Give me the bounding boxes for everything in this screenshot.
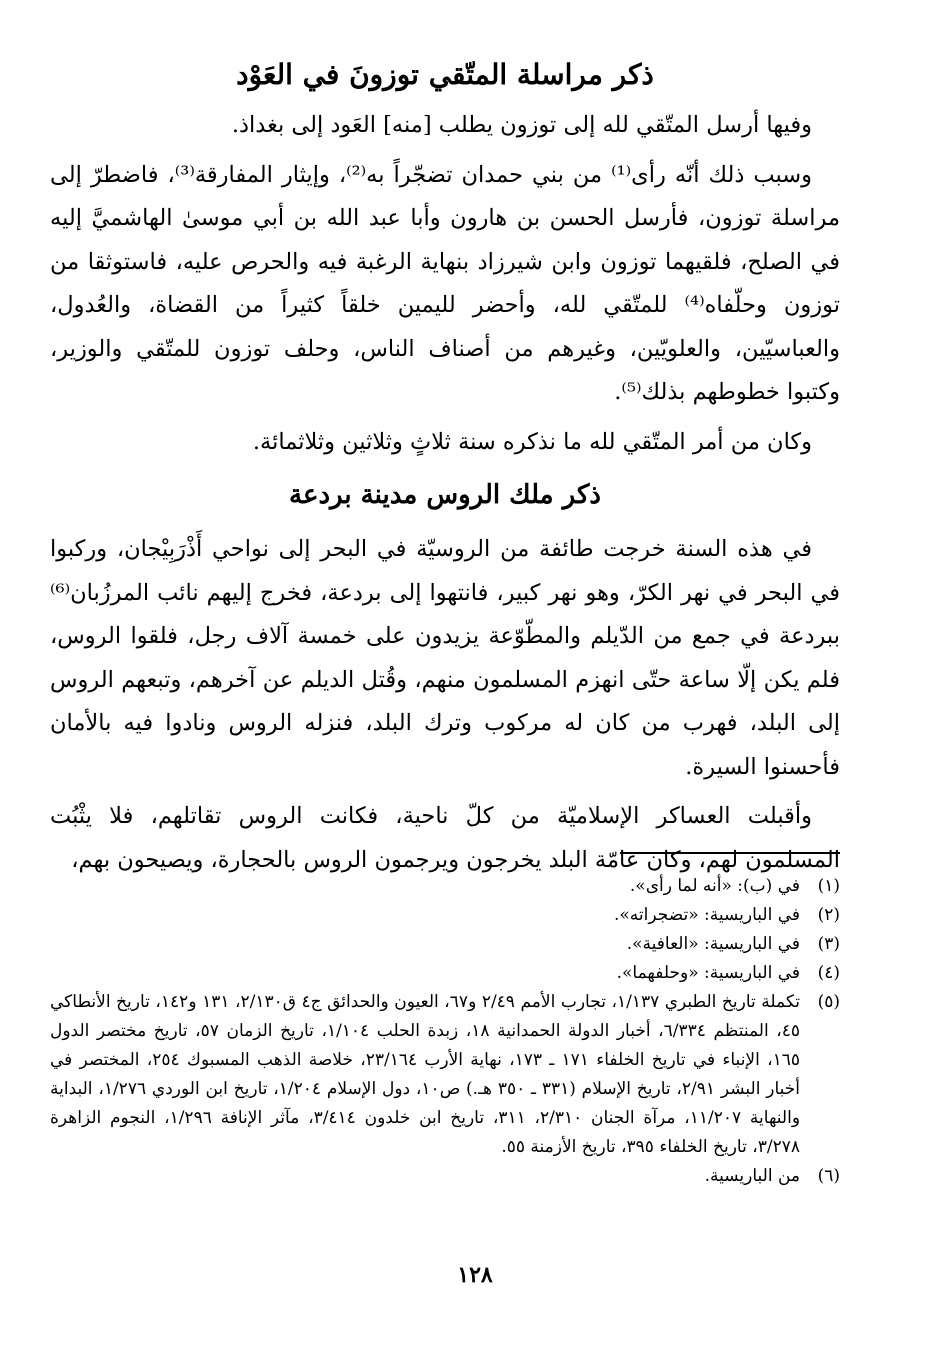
footnote-text: تكملة تاريخ الطبري ١/١٣٧، تجارب الأمم ٢/٤٩ و٦٧، العيون والحدائق ج٤ ق٢/١٣٠، ١٣١ و١٤٢، تاريخ الأنطاكي ٤٥، المنتظم ٦/٣٣٤، أخبار الدولة الحمدانية ١٨، زبدة الحلب ١/١٠٤، تاريخ الزمان ٥٧، تاريخ مختصر الدول ١٦٥، الإنباء في تاريخ الخلفاء ١٧١ ـ ١٧٣، نهاية الأرب ٢٣/١٦٤، خلاصة الذهب المسبوك ٢٥٤، المختصر في أخبار البشر ٢/٩١، تاريخ الإسلام (٣٣١ ـ ٣٥٠ هـ.) ص١٠، دول الإسلام ١/٢٠٤، تاريخ ابن الوردي ١/٢٧٦، البداية والنهاية ١١/٢٠٧، مرآة الجنان ٢/٣١٠، ٣١١، تاريخ ابن خلدون ٣/٤١٤، مآثر الإنافة ١/٢٩٦، النجوم الزاهرة ٣/٢٧٨، تاريخ الخلفاء ٣٩٥، تاريخ الأزمنة ٥٥. xyxy=(50,992,801,1157)
paragraph: وأقبلت العساكر الإسلاميّة من كلّ ناحية، فكانت الروس تقاتلهم، فلا يثْبُت المسلمون لهم، وكان عامّة البلد يخرجون ويرجمون الروس بالحجارة، ويصيحون بهم، xyxy=(50,803,840,873)
paragraph: وسبب ذلك أنّه رأى⁽¹⁾ من بني حمدان تضجّراً به⁽²⁾، وإيثار المفارقة⁽³⁾، فاضطرّ إلى مراسلة توزون، فأرسل الحسن بن هارون وأبا عبد الله بن أبي موسىٰ الهاشميَّ إليه في الصلح، فلقيهما توزون وابن شيرزاد بنهاية الرغبة فيه والحرص عليه، فاستوثقا من توزون وحلّفاه⁽⁴⁾ للمتّقي لله، وأحضر لليمين خلقاً كثيراً من القضاة، والعُدول، والعباسيّين، والعلويّين، وغيرهم من أصناف الناس، وحلف توزون للمتّقي والوزير، وكتبوا خطوطهم بذلك⁽⁵⁾. xyxy=(50,161,840,405)
footnote-divider xyxy=(620,852,840,854)
footnote-number: (٢) xyxy=(817,905,840,925)
footnote-text: في الباريسية: «تضجراته». xyxy=(614,905,800,925)
footnote-number: (٦) xyxy=(817,1166,840,1186)
section-heading-2: ذكر ملك الروس مدينة بردعة xyxy=(289,480,601,510)
footnote xyxy=(50,1162,840,1191)
footnote xyxy=(50,988,840,1162)
footnote xyxy=(50,901,840,930)
page-number: ١٢٨ xyxy=(457,1262,493,1288)
paragraph: في هذه السنة خرجت طائفة من الروسيّة في البحر إلى نواحي أَذْرَبِيْجان، وركبوا في البحر في نهر الكرّ، وهو نهر كبير، فانتهوا إلى بردعة، فخرج إليهم نائب المرزُبان⁽⁶⁾ ببردعة في جمع من الدّيلم والمطّوّعة يزيدون على خمسة آلاف رجل، فلقوا الروس، فلم يكن إلّا ساعة حتّى انهزم المسلمون منهم، وقُتل الديلم عن آخرهم، وتبعهم الروس إلى البلد، فهرب من كان له مركوب وترك البلد، فنزله الروس ونادوا فيه بالأمان فأحسنوا السيرة. xyxy=(50,536,840,780)
footnote-text: من الباريسية. xyxy=(704,1166,800,1186)
footnote-text: في الباريسية: «وحلفهما». xyxy=(616,963,800,983)
footnote-number: (٤) xyxy=(817,963,840,983)
footnote-text: في الباريسية: «العافية». xyxy=(626,934,800,954)
section-heading-1: ذكر مراسلة المتّقي توزونَ في العَوْد xyxy=(236,58,654,91)
paragraph: وكان من أمر المتّقي لله ما نذكره سنة ثلاثٍ وثلاثين وثلاثمائة. xyxy=(252,428,812,455)
footnote xyxy=(50,872,840,901)
footnote xyxy=(50,959,840,988)
paragraph: وفيها أرسل المتّقي لله إلى توزون يطلب [منه] العَود إلى بغداذ. xyxy=(231,112,812,138)
footnote-number: (١) xyxy=(817,876,840,896)
footnote-number: (٣) xyxy=(817,934,840,954)
footnote-text: في (ب): «أنه لما رأى». xyxy=(629,876,800,896)
footnote xyxy=(50,930,840,959)
footnotes xyxy=(50,852,840,1191)
footnote-number: (٥) xyxy=(817,992,840,1012)
